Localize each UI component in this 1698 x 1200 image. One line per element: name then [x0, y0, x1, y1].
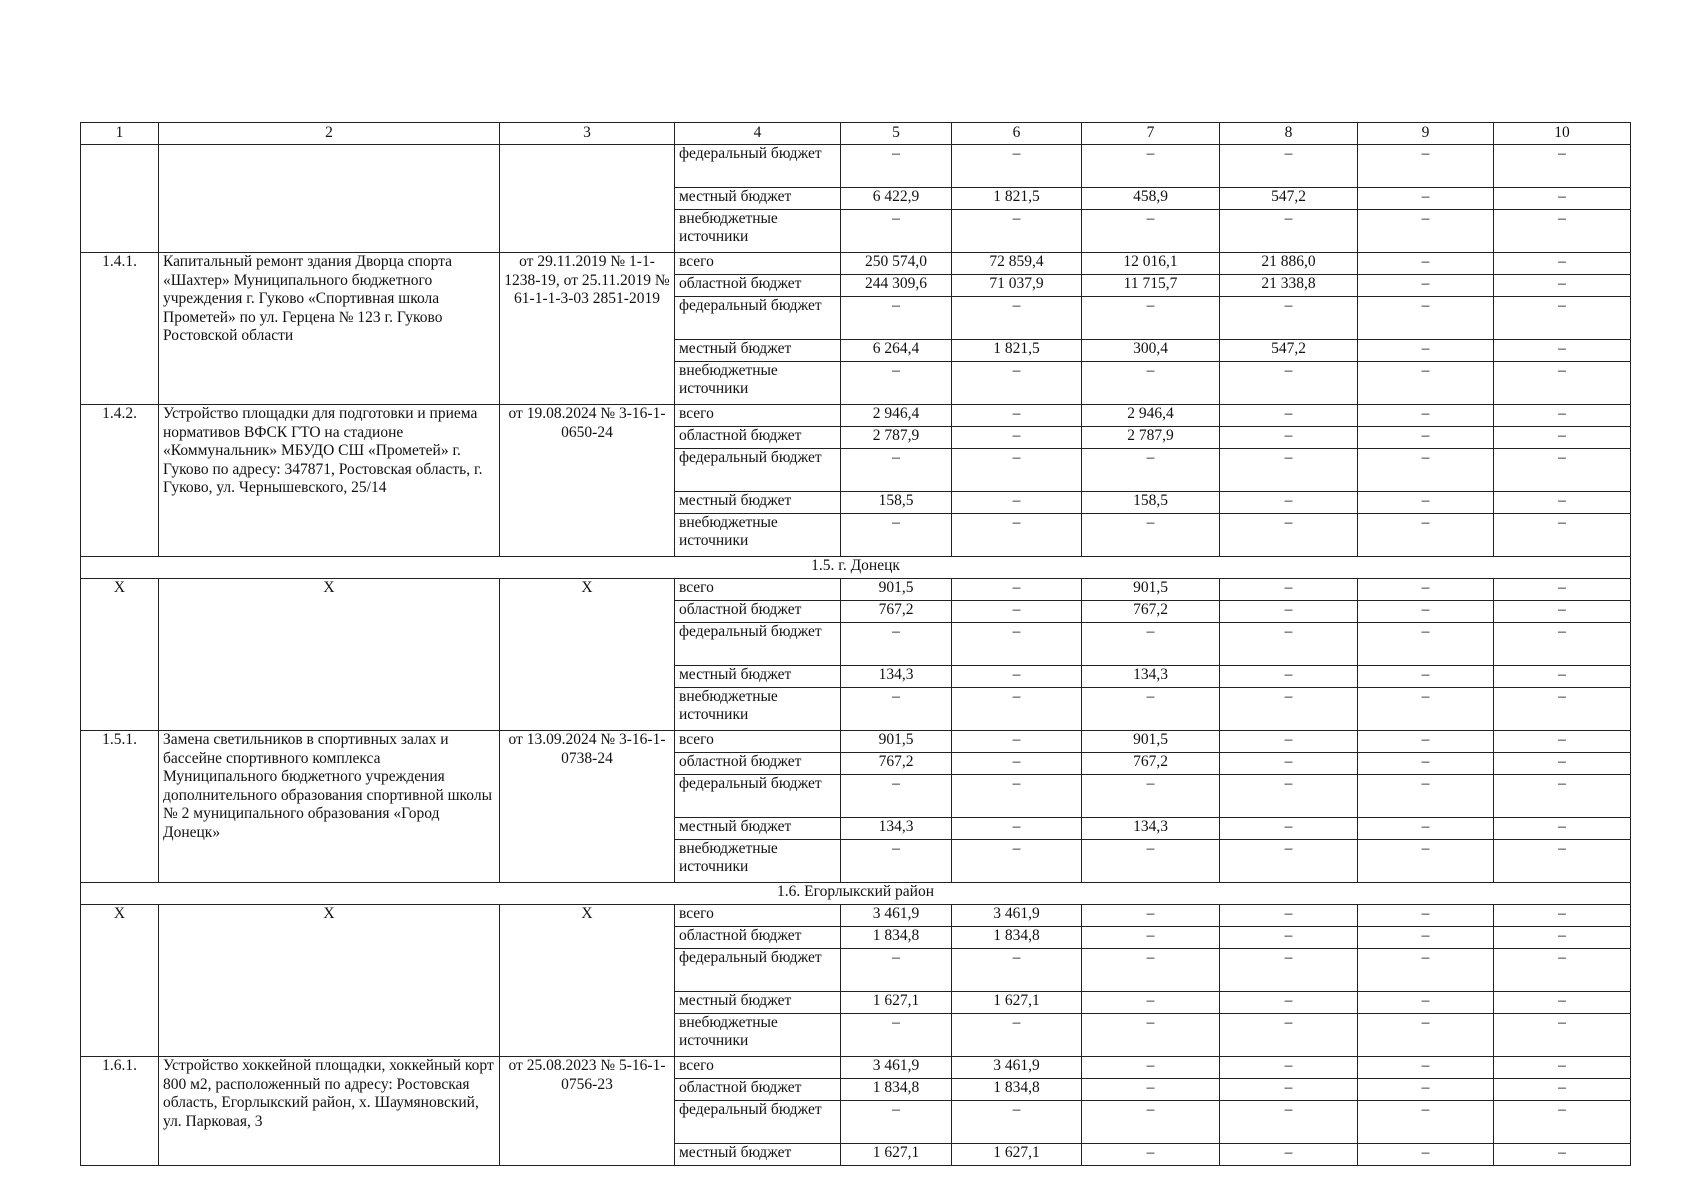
- amount-cell: 11 715,7: [1082, 275, 1220, 297]
- amount-cell: 3 461,9: [952, 1057, 1082, 1079]
- amount-cell: –: [1358, 840, 1494, 883]
- amount-cell: 12 016,1: [1082, 253, 1220, 275]
- amount-cell: 134,3: [841, 818, 952, 840]
- funding-source-label: местный бюджет: [675, 188, 841, 210]
- amount-cell: –: [1220, 145, 1358, 188]
- item-name: Замена светильников в спортивных залах и бассейне спортивного комплекса Муниципального бюджетного учреждения дополнительного образования спортивной школы № 2 муниципального образования «Город Донецк»: [159, 731, 500, 883]
- amount-cell: –: [1358, 449, 1494, 492]
- column-header: 2: [159, 123, 500, 145]
- amount-cell: 3 461,9: [952, 905, 1082, 927]
- amount-cell: 901,5: [841, 579, 952, 601]
- amount-cell: –: [1494, 275, 1631, 297]
- amount-cell: –: [952, 362, 1082, 405]
- amount-cell: –: [952, 753, 1082, 775]
- column-header: 1: [81, 123, 159, 145]
- amount-cell: –: [1494, 905, 1631, 927]
- item-document: от 29.11.2019 № 1-1-1238-19, от 25.11.2019 № 61-1-1-3-03 2851-2019: [500, 253, 675, 405]
- amount-cell: –: [1220, 992, 1358, 1014]
- funding-source-label: местный бюджет: [675, 492, 841, 514]
- amount-cell: –: [1494, 253, 1631, 275]
- amount-cell: 767,2: [841, 601, 952, 623]
- funding-source-label: местный бюджет: [675, 818, 841, 840]
- amount-cell: 134,3: [1082, 666, 1220, 688]
- amount-cell: –: [1220, 1057, 1358, 1079]
- amount-cell: –: [952, 623, 1082, 666]
- amount-cell: –: [1358, 1101, 1494, 1144]
- amount-cell: –: [1494, 949, 1631, 992]
- amount-cell: –: [1494, 818, 1631, 840]
- amount-cell: 158,5: [841, 492, 952, 514]
- section-title: 1.5. г. Донецк: [81, 557, 1631, 579]
- item-document: от 25.08.2023 № 5-16-1-0756-23: [500, 1057, 675, 1166]
- amount-cell: –: [1220, 731, 1358, 753]
- amount-cell: –: [1220, 1101, 1358, 1144]
- funding-source-label: всего: [675, 905, 841, 927]
- amount-cell: –: [1494, 688, 1631, 731]
- amount-cell: 3 461,9: [841, 905, 952, 927]
- amount-cell: –: [1358, 753, 1494, 775]
- amount-cell: –: [1494, 1101, 1631, 1144]
- amount-cell: 1 834,8: [841, 927, 952, 949]
- item-document: от 19.08.2024 № 3-16-1-0650-24: [500, 405, 675, 557]
- amount-cell: 2 787,9: [1082, 427, 1220, 449]
- amount-cell: –: [1494, 623, 1631, 666]
- funding-source-label: внебюджетные источники: [675, 688, 841, 731]
- amount-cell: –: [1082, 210, 1220, 253]
- amount-cell: –: [1220, 818, 1358, 840]
- amount-cell: –: [1358, 253, 1494, 275]
- amount-cell: 158,5: [1082, 492, 1220, 514]
- amount-cell: –: [1220, 927, 1358, 949]
- amount-cell: –: [841, 1101, 952, 1144]
- amount-cell: –: [1358, 818, 1494, 840]
- table-row: [81, 405, 1631, 427]
- amount-cell: 71 037,9: [952, 275, 1082, 297]
- amount-cell: –: [1494, 840, 1631, 883]
- funding-source-label: всего: [675, 1057, 841, 1079]
- amount-cell: –: [1358, 601, 1494, 623]
- amount-cell: 767,2: [1082, 753, 1220, 775]
- amount-cell: –: [1358, 362, 1494, 405]
- amount-cell: –: [1082, 1101, 1220, 1144]
- amount-cell: –: [1358, 1057, 1494, 1079]
- cont-num-cell: [81, 145, 159, 253]
- item-number: 1.4.2.: [81, 405, 159, 557]
- column-header: 6: [952, 123, 1082, 145]
- amount-cell: –: [1082, 775, 1220, 818]
- amount-cell: –: [1082, 927, 1220, 949]
- table-row: [81, 579, 1631, 601]
- item-document: от 13.09.2024 № 3-16-1-0738-24: [500, 731, 675, 883]
- amount-cell: 244 309,6: [841, 275, 952, 297]
- amount-cell: 901,5: [841, 731, 952, 753]
- amount-cell: 21 338,8: [1220, 275, 1358, 297]
- funding-source-label: федеральный бюджет: [675, 297, 841, 340]
- amount-cell: 21 886,0: [1220, 253, 1358, 275]
- amount-cell: –: [1494, 492, 1631, 514]
- amount-cell: –: [1358, 340, 1494, 362]
- amount-cell: –: [1494, 145, 1631, 188]
- funding-source-label: всего: [675, 579, 841, 601]
- amount-cell: –: [952, 210, 1082, 253]
- amount-cell: –: [952, 449, 1082, 492]
- amount-cell: –: [841, 949, 952, 992]
- amount-cell: –: [1082, 1079, 1220, 1101]
- amount-cell: –: [841, 514, 952, 557]
- amount-cell: 1 834,8: [952, 927, 1082, 949]
- amount-cell: –: [1494, 449, 1631, 492]
- funding-source-label: областной бюджет: [675, 1079, 841, 1101]
- amount-cell: –: [1358, 427, 1494, 449]
- amount-cell: –: [841, 688, 952, 731]
- funding-source-label: федеральный бюджет: [675, 1101, 841, 1144]
- funding-source-label: всего: [675, 731, 841, 753]
- amount-cell: –: [1358, 188, 1494, 210]
- amount-cell: –: [841, 1014, 952, 1057]
- amount-cell: –: [1220, 775, 1358, 818]
- funding-source-label: федеральный бюджет: [675, 145, 841, 188]
- amount-cell: 6 264,4: [841, 340, 952, 362]
- amount-cell: –: [1082, 514, 1220, 557]
- amount-cell: –: [1358, 688, 1494, 731]
- amount-cell: 1 627,1: [841, 1144, 952, 1166]
- amount-cell: –: [952, 601, 1082, 623]
- funding-source-label: внебюджетные источники: [675, 210, 841, 253]
- amount-cell: 1 834,8: [841, 1079, 952, 1101]
- table-row: [81, 905, 1631, 927]
- amount-cell: –: [1220, 1014, 1358, 1057]
- amount-cell: –: [1082, 1144, 1220, 1166]
- amount-cell: –: [1082, 1014, 1220, 1057]
- amount-cell: –: [1358, 1014, 1494, 1057]
- amount-cell: –: [1358, 949, 1494, 992]
- amount-cell: 1 627,1: [952, 992, 1082, 1014]
- header-row: [81, 123, 1631, 145]
- funding-table: [80, 122, 1631, 1166]
- amount-cell: 72 859,4: [952, 253, 1082, 275]
- item-number: 1.4.1.: [81, 253, 159, 405]
- amount-cell: –: [1494, 210, 1631, 253]
- amount-cell: –: [1220, 427, 1358, 449]
- funding-source-label: областной бюджет: [675, 427, 841, 449]
- column-header: 10: [1494, 123, 1631, 145]
- column-header: 3: [500, 123, 675, 145]
- amount-cell: –: [1082, 362, 1220, 405]
- amount-cell: –: [1358, 579, 1494, 601]
- amount-cell: 2 787,9: [841, 427, 952, 449]
- amount-cell: –: [1082, 1057, 1220, 1079]
- funding-source-label: областной бюджет: [675, 927, 841, 949]
- amount-cell: –: [952, 405, 1082, 427]
- amount-cell: 134,3: [1082, 818, 1220, 840]
- amount-cell: 1 627,1: [952, 1144, 1082, 1166]
- amount-cell: 1 821,5: [952, 188, 1082, 210]
- item-number: X: [81, 579, 159, 731]
- table-row: [81, 253, 1631, 275]
- amount-cell: –: [952, 731, 1082, 753]
- item-number: 1.5.1.: [81, 731, 159, 883]
- amount-cell: –: [1494, 1014, 1631, 1057]
- amount-cell: –: [1358, 731, 1494, 753]
- amount-cell: –: [1358, 775, 1494, 818]
- amount-cell: –: [1494, 666, 1631, 688]
- amount-cell: –: [1358, 297, 1494, 340]
- amount-cell: 1 834,8: [952, 1079, 1082, 1101]
- amount-cell: –: [841, 840, 952, 883]
- section-title: 1.6. Егорлыкский район: [81, 883, 1631, 905]
- amount-cell: –: [952, 492, 1082, 514]
- amount-cell: –: [1220, 1144, 1358, 1166]
- amount-cell: –: [1358, 275, 1494, 297]
- amount-cell: –: [1220, 514, 1358, 557]
- amount-cell: –: [841, 775, 952, 818]
- amount-cell: –: [1220, 449, 1358, 492]
- amount-cell: 2 946,4: [841, 405, 952, 427]
- amount-cell: –: [952, 145, 1082, 188]
- amount-cell: 767,2: [841, 753, 952, 775]
- amount-cell: –: [1494, 753, 1631, 775]
- amount-cell: –: [1494, 601, 1631, 623]
- funding-source-label: местный бюджет: [675, 992, 841, 1014]
- item-name: X: [159, 905, 500, 1057]
- amount-cell: –: [1494, 992, 1631, 1014]
- funding-source-label: всего: [675, 405, 841, 427]
- funding-source-label: федеральный бюджет: [675, 949, 841, 992]
- amount-cell: –: [841, 449, 952, 492]
- amount-cell: –: [952, 775, 1082, 818]
- amount-cell: 1 821,5: [952, 340, 1082, 362]
- amount-cell: –: [1358, 927, 1494, 949]
- amount-cell: –: [1220, 362, 1358, 405]
- section-row: [81, 883, 1631, 905]
- amount-cell: –: [841, 145, 952, 188]
- amount-cell: –: [1494, 579, 1631, 601]
- column-header: 7: [1082, 123, 1220, 145]
- funding-source-label: местный бюджет: [675, 1144, 841, 1166]
- amount-cell: –: [1082, 992, 1220, 1014]
- funding-source-label: федеральный бюджет: [675, 449, 841, 492]
- funding-source-label: областной бюджет: [675, 275, 841, 297]
- amount-cell: –: [952, 1101, 1082, 1144]
- amount-cell: 300,4: [1082, 340, 1220, 362]
- amount-cell: –: [1358, 514, 1494, 557]
- amount-cell: 767,2: [1082, 601, 1220, 623]
- amount-cell: –: [1494, 1144, 1631, 1166]
- cont-name-cell: [159, 145, 500, 253]
- amount-cell: –: [1220, 840, 1358, 883]
- amount-cell: –: [1494, 427, 1631, 449]
- amount-cell: –: [1494, 775, 1631, 818]
- amount-cell: –: [1220, 623, 1358, 666]
- cont-doc-cell: [500, 145, 675, 253]
- amount-cell: –: [1494, 731, 1631, 753]
- amount-cell: –: [952, 688, 1082, 731]
- item-document: X: [500, 579, 675, 731]
- funding-source-label: областной бюджет: [675, 753, 841, 775]
- amount-cell: –: [952, 297, 1082, 340]
- amount-cell: –: [1220, 579, 1358, 601]
- funding-source-label: внебюджетные источники: [675, 514, 841, 557]
- amount-cell: –: [841, 362, 952, 405]
- amount-cell: –: [1220, 601, 1358, 623]
- amount-cell: –: [1494, 514, 1631, 557]
- amount-cell: –: [1220, 492, 1358, 514]
- section-row: [81, 557, 1631, 579]
- funding-source-label: федеральный бюджет: [675, 623, 841, 666]
- funding-source-label: внебюджетные источники: [675, 362, 841, 405]
- amount-cell: –: [1220, 905, 1358, 927]
- item-number: 1.6.1.: [81, 1057, 159, 1166]
- amount-cell: 901,5: [1082, 731, 1220, 753]
- item-name: Капитальный ремонт здания Дворца спорта «Шахтер» Муниципального бюджетного учреждения г. Гуково «Спортивная школа Прометей» по ул. Герцена № 123 г. Гуково Ростовской области: [159, 253, 500, 405]
- table-row: [81, 145, 1631, 188]
- amount-cell: –: [1494, 188, 1631, 210]
- amount-cell: –: [1358, 405, 1494, 427]
- item-name: Устройство хоккейной площадки, хоккейный корт 800 м2, расположенный по адресу: Ростовская область, Егорлыкский район, х. Шаумяновский, ул. Парковая, 3: [159, 1057, 500, 1166]
- amount-cell: 547,2: [1220, 188, 1358, 210]
- amount-cell: –: [1358, 992, 1494, 1014]
- amount-cell: –: [952, 1014, 1082, 1057]
- amount-cell: –: [1494, 297, 1631, 340]
- amount-cell: 458,9: [1082, 188, 1220, 210]
- funding-source-label: местный бюджет: [675, 340, 841, 362]
- amount-cell: –: [1494, 927, 1631, 949]
- amount-cell: –: [1220, 210, 1358, 253]
- amount-cell: –: [1494, 1057, 1631, 1079]
- amount-cell: 134,3: [841, 666, 952, 688]
- amount-cell: –: [952, 514, 1082, 557]
- amount-cell: –: [1082, 449, 1220, 492]
- amount-cell: –: [1494, 362, 1631, 405]
- amount-cell: –: [1082, 623, 1220, 666]
- amount-cell: 6 422,9: [841, 188, 952, 210]
- amount-cell: –: [1358, 210, 1494, 253]
- amount-cell: –: [1220, 666, 1358, 688]
- amount-cell: –: [952, 579, 1082, 601]
- amount-cell: –: [1358, 666, 1494, 688]
- amount-cell: –: [952, 427, 1082, 449]
- table-row: [81, 731, 1631, 753]
- amount-cell: –: [1082, 688, 1220, 731]
- item-name: X: [159, 579, 500, 731]
- amount-cell: –: [952, 818, 1082, 840]
- amount-cell: –: [1358, 1144, 1494, 1166]
- amount-cell: 1 627,1: [841, 992, 952, 1014]
- funding-source-label: внебюджетные источники: [675, 840, 841, 883]
- funding-source-label: федеральный бюджет: [675, 775, 841, 818]
- amount-cell: –: [1494, 1079, 1631, 1101]
- amount-cell: –: [952, 840, 1082, 883]
- amount-cell: –: [1220, 297, 1358, 340]
- amount-cell: –: [1082, 297, 1220, 340]
- amount-cell: –: [1220, 753, 1358, 775]
- amount-cell: 901,5: [1082, 579, 1220, 601]
- funding-source-label: местный бюджет: [675, 666, 841, 688]
- amount-cell: –: [1220, 949, 1358, 992]
- column-header: 5: [841, 123, 952, 145]
- amount-cell: –: [1220, 688, 1358, 731]
- funding-source-label: областной бюджет: [675, 601, 841, 623]
- amount-cell: –: [1082, 949, 1220, 992]
- amount-cell: –: [952, 666, 1082, 688]
- amount-cell: –: [1358, 145, 1494, 188]
- amount-cell: –: [1220, 1079, 1358, 1101]
- amount-cell: –: [1358, 905, 1494, 927]
- column-header: 9: [1358, 123, 1494, 145]
- amount-cell: 3 461,9: [841, 1057, 952, 1079]
- amount-cell: –: [841, 623, 952, 666]
- amount-cell: –: [1358, 1079, 1494, 1101]
- funding-source-label: всего: [675, 253, 841, 275]
- item-document: X: [500, 905, 675, 1057]
- amount-cell: –: [1220, 405, 1358, 427]
- amount-cell: 250 574,0: [841, 253, 952, 275]
- amount-cell: –: [1358, 492, 1494, 514]
- amount-cell: –: [1082, 145, 1220, 188]
- item-number: X: [81, 905, 159, 1057]
- table-row: [81, 1057, 1631, 1079]
- amount-cell: –: [841, 210, 952, 253]
- column-header: 8: [1220, 123, 1358, 145]
- amount-cell: –: [1358, 623, 1494, 666]
- amount-cell: –: [952, 949, 1082, 992]
- amount-cell: –: [1494, 340, 1631, 362]
- column-header: 4: [675, 123, 841, 145]
- amount-cell: 2 946,4: [1082, 405, 1220, 427]
- amount-cell: –: [1082, 905, 1220, 927]
- amount-cell: –: [841, 297, 952, 340]
- amount-cell: –: [1082, 840, 1220, 883]
- amount-cell: –: [1494, 405, 1631, 427]
- amount-cell: 547,2: [1220, 340, 1358, 362]
- funding-source-label: внебюджетные источники: [675, 1014, 841, 1057]
- item-name: Устройство площадки для подготовки и приема нормативов ВФСК ГТО на стадионе «Коммунальник» МБУДО СШ «Прометей» г. Гуково по адресу: 347871, Ростовская область, г. Гуково, ул. Чернышевского, 25/14: [159, 405, 500, 557]
